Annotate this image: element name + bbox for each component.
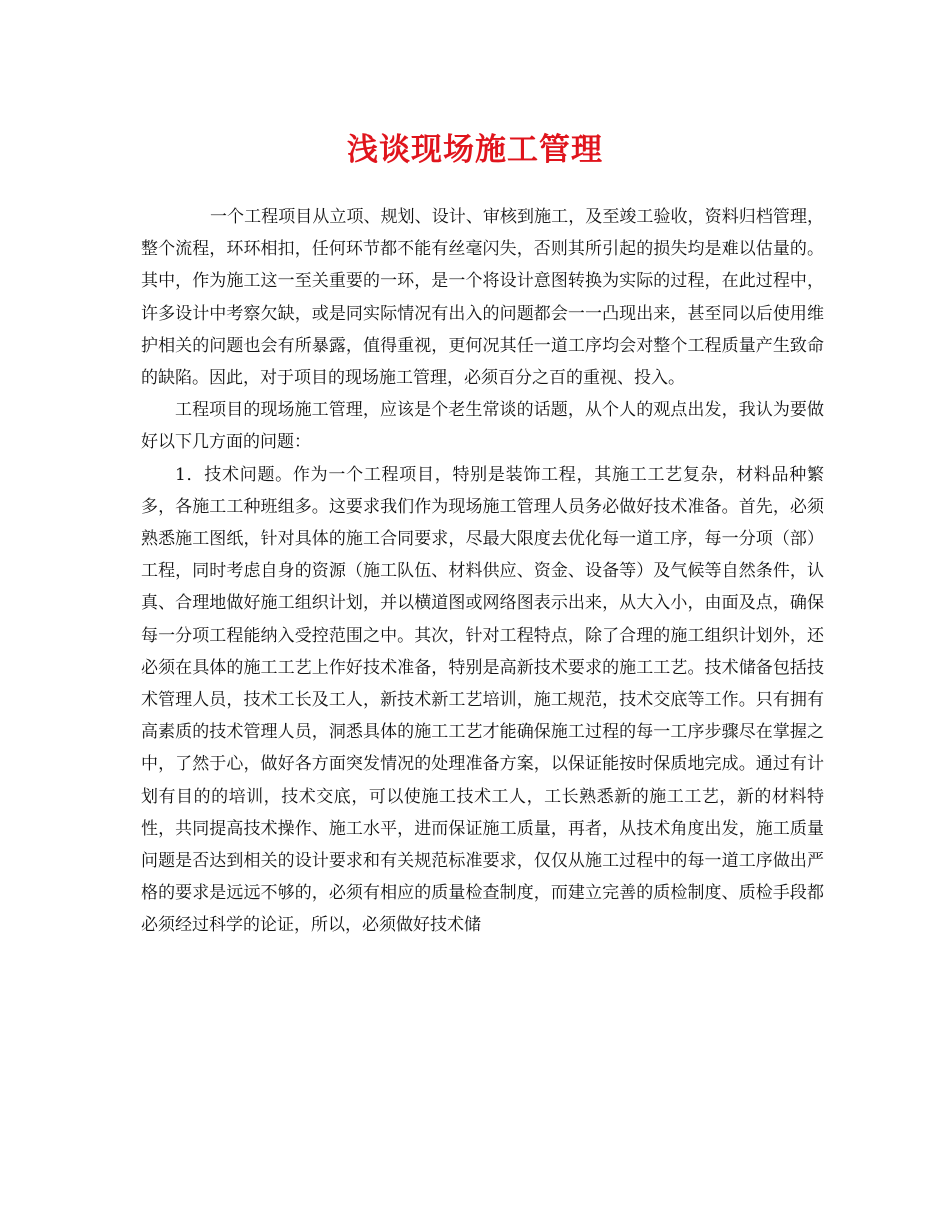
paragraph-technical-issues: 1．技术问题。作为一个工程项目，特别是装饰工程，其施工工艺复杂，材料品种繁多，各施工工种班组多。这要求我们作为现场施工管理人员务必做好技术准备。首先，必须熟悉施工图纸，针对具体的施工合同要求，尽最大限度去优化每一道工序，每一分项（部）工程，同时考虑自身的资源（施工队伍、材料供应、资金、设备等）及气候等自然条件，认真、合理地做好施工组织计划，并以横道图或网络图表示出来，从大入小，由面及点，确保每一分项工程能纳入受控范围之中。其次，针对工程特点，除了合理的施工组织计划外，还必须在具体的施工工艺上作好技术准备，特别是高新技术要求的施工工艺。技术储备包括技术管理人员，技术工长及工人，新技术新工艺培训，施工规范，技术交底等工作。只有拥有高素质的技术管理人员，洞悉具体的施工工艺才能确保施工过程的每一工序步骤尽在掌握之中，了然于心，做好各方面突发情况的处理准备方案，以保证能按时保质地完成。通过有计划有目的的培训，技术交底，可以使施工技术工人，工长熟悉新的施工工艺，新的材料特性，共同提高技术操作、施工水平，进而保证施工质量，再者，从技术角度出发，施工质量问题是否达到相关的设计要求和有关规范标准要求，仅仅从施工过程中的每一道工序做出严格的要求是远远不够的，必须有相应的质量检查制度，而建立完善的质检制度、质检手段都必须经过科学的论证，所以，必须做好技术储 <box>141 464 824 936</box>
paragraph-intro: 一个工程项目从立项、规划、设计、审核到施工，及至竣工验收，资料归档管理，整个流程，环环相扣，任何环节都不能有丝毫闪失，否则其所引起的损失均是难以估量的。其中，作为施工这一至关重要的一环，是一个将设计意图转换为实际的过程，在此过程中，许多设计中考察欠缺，或是同实际情况有出入的问题都会一一凸现出来，甚至同以后使用维护相关的问题也会有所暴露，值得重视，更何况其任一道工序均会对整个工程质量产生致命的缺陷。因此，对于项目的现场施工管理，必须百分之百的重视、投入。 <box>141 207 824 389</box>
paragraph-overview: 工程项目的现场施工管理，应该是个老生常谈的话题，从个人的观点出发，我认为要做好以下几方面的问题： <box>141 400 824 453</box>
document-title: 浅谈现场施工管理 <box>347 132 603 168</box>
document-body <box>141 201 824 942</box>
